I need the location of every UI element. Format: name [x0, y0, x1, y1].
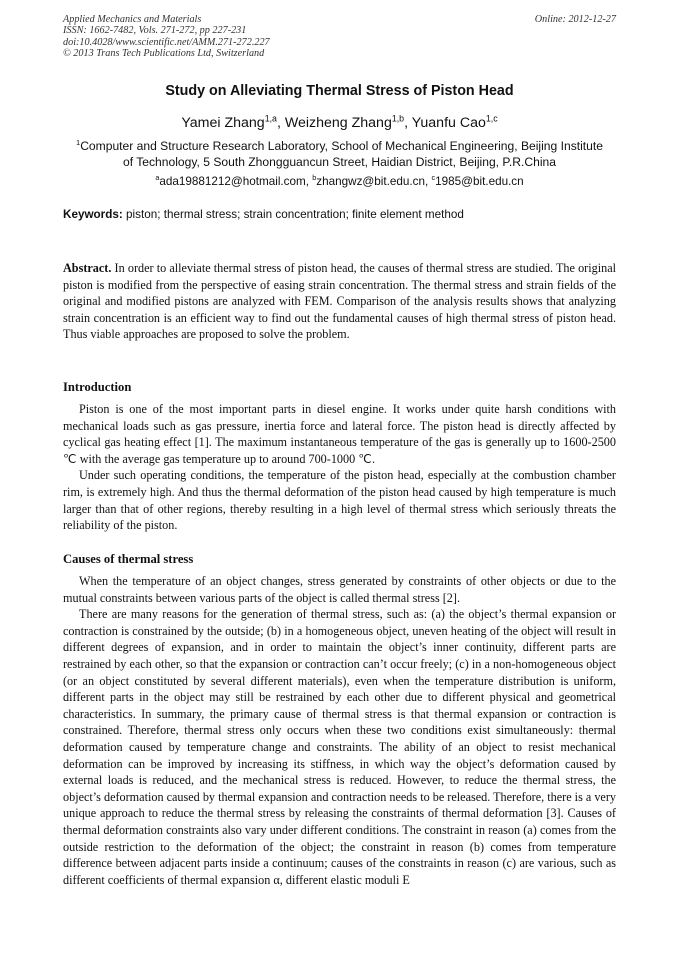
keywords-label: Keywords:: [63, 208, 123, 221]
email-entry[interactable]: [312, 175, 431, 188]
email-entry[interactable]: [431, 175, 523, 188]
paragraph: Piston is one of the most important parts in diesel engine. It works under quite harsh conditions with mechanical loads such as gas pressure, inertia force and lateral force. The piston head is directly affected by cyclical gas heating effect [1]. The maximum instantaneous temperature of the gas is generally up to 1600-2500 ℃ with the average gas temperature up to around 700-1000 ℃.: [63, 402, 616, 466]
email-separator: ,: [305, 175, 313, 188]
affiliation-line-2: of Technology, 5 South Zhongguancun Street, Haidian District, Beijing, P.R.China: [123, 154, 556, 169]
email-address[interactable]: zhangwz@bit.edu.cn: [316, 175, 425, 188]
causes-body: [63, 573, 616, 888]
email-address[interactable]: 1985@bit.edu.cn: [435, 175, 524, 188]
email-mark: a: [155, 173, 160, 183]
introduction-body: [63, 401, 616, 534]
email-list: [63, 175, 616, 188]
email-address[interactable]: ada19881212@hotmail.com: [159, 175, 306, 188]
online-date: Online: 2012-12-27: [534, 14, 616, 25]
author: [412, 115, 498, 131]
paper-title: Study on Alleviating Thermal Stress of Piston Head: [165, 83, 514, 99]
running-header: [63, 14, 616, 60]
author-name: Weizheng Zhang: [284, 115, 392, 131]
affiliation-mark: 1: [76, 137, 81, 147]
author-affil-mark: 1,b: [391, 113, 405, 124]
author-affil-mark: 1,a: [264, 113, 277, 124]
affiliation-line-1: Computer and Structure Research Laboratory, School of Mechanical Engineering, Beijing Institute: [80, 139, 603, 153]
issn-line: ISSN: 1662-7482, Vols. 271-272, pp 227-231: [63, 25, 247, 37]
email-entry[interactable]: [155, 175, 312, 188]
keywords: [63, 208, 616, 221]
section-heading-causes: Causes of thermal stress: [63, 552, 194, 566]
author-separator: ,: [404, 115, 412, 131]
copyright-line: © 2013 Trans Tech Publications Ltd, Switzerland: [63, 48, 265, 60]
author-name: Yamei Zhang: [181, 115, 265, 131]
email-separator: ,: [424, 175, 432, 188]
abstract-text: In order to alleviate thermal stress of piston head, the causes of thermal stress are studied. The original piston is modified from the perspective of easing strain concentration. The thermal stress and strain fields of the original and modified pistons are analyzed with FEM. Comparison of the analysis results shows that analyzing strain concentration is an efficient way to find out the fundamental causes of high thermal stress of piston head. Thus viable approaches are proposed to solve the problem.: [63, 261, 616, 342]
author-separator: ,: [276, 115, 285, 131]
author-name: Yuanfu Cao: [411, 115, 486, 131]
paragraph: There are many reasons for the generation of thermal stress, such as: (a) the object’s thermal expansion or contraction is constrained by the outside; (b) in a homogeneous object, uneven heating of the object will result in different degrees of expansion, and in order to maintain the object’s inner continuity, different parts are restrained by each other, so that the expansion or contraction can’t occur freely; (c) in a non-homogeneous object (or an object constituted by several different materials), even when the temperature distribution is uniform, different parts in the object may still be restrained by each other due to different physical and geometrical characteristics. In summary, the primary cause of thermal stress is that thermal expansion or contraction is constrained. Therefore, thermal stress only occurs when these two conditions exist simultaneously: thermal deformation caused by temperature change and constraints. The ability of an object to resist mechanical deformation can be improved by increasing its stiffness, in which way the object’s deformation caused by external loads is reduced, and the mechanical stress is reduced. However, to reduce the thermal stress, the object’s deformation caused by thermal expansion and contraction needs to be released. Therefore, there is a very unique approach to reduce the thermal stress by releasing the constraints of thermal deformation [3]. Causes of thermal deformation constraints also vary under different conditions. The constraint in reason (a) comes from the outside restriction to the deformation of the object; the constraint in reason (b) comes from temperature difference between adjacent parts inside a continuum; causes of the constraints in reason (c) are various, such as different coefficients of thermal expansion α, different elastic moduli E: [63, 607, 616, 887]
author: [285, 115, 412, 131]
keywords-text: piston; thermal stress; strain concentration; finite element method: [122, 208, 464, 221]
doi-line[interactable]: doi:10.4028/www.scientific.net/AMM.271-272.227: [63, 36, 270, 48]
author-list: [63, 115, 616, 131]
section-heading-introduction: Introduction: [63, 380, 132, 394]
abstract-label: Abstract.: [63, 261, 112, 275]
affiliation: [63, 139, 616, 170]
abstract: [63, 260, 616, 343]
author-affil-mark: 1,c: [485, 113, 498, 124]
email-mark: c: [431, 173, 436, 183]
journal-name: Applied Mechanics and Materials: [63, 14, 202, 25]
author: [181, 115, 284, 131]
email-mark: b: [312, 173, 317, 183]
paragraph: Under such operating conditions, the temperature of the piston head, especially at the combustion chamber rim, is extremely high. And thus the thermal deformation of the piston head caused by high temperature is much larger than that of other regions, thereby resulting in a high level of thermal stress which seriously threats the reliability of the piston.: [63, 468, 616, 533]
paragraph: When the temperature of an object changes, stress generated by constraints of other objects or due to the mutual constraints between various parts of the object is called thermal stress [2].: [63, 574, 616, 605]
